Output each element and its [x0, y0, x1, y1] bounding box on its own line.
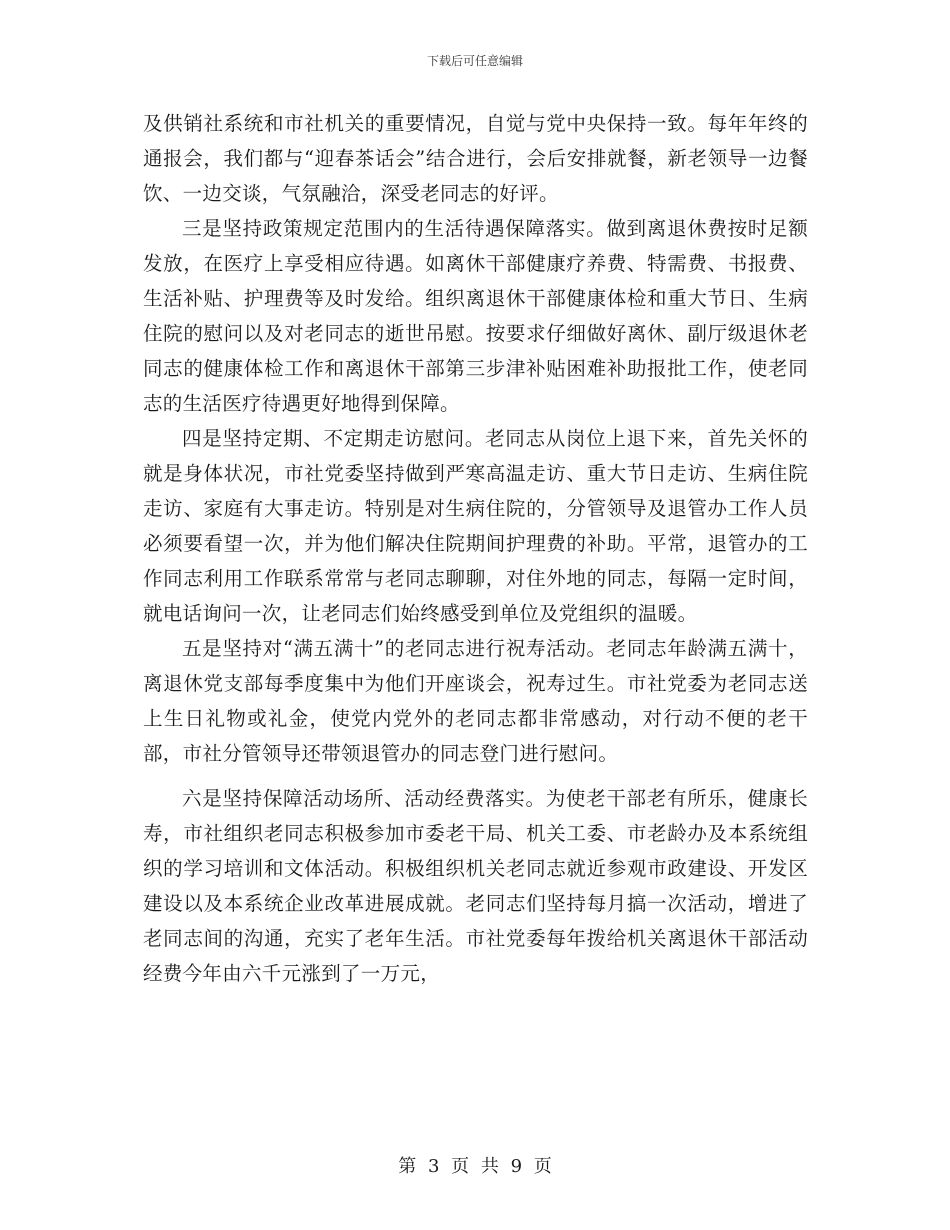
paragraph-living-benefits: 三是坚持政策规定范围内的生活待遇保障落实。做到离退休费按时足额发放，在医疗上享受相应待遇。如离休干部健康疗养费、特需费、书报费、生活补贴、护理费等及时发给。组织离退休干部健康体检和重大节日、生病住院的慰问以及对老同志的逝世吊慰。按要求仔细做好离休、副厅级退休老同志的健康体检工作和离退休干部第三步津补贴困难补助报批工作，使老同志的生活医疗待遇更好地得到保障。: [143, 217, 808, 415]
paragraph-visits: 四是坚持定期、不定期走访慰问。老同志从岗位上退下来，首先关怀的就是身体状况，市社党委坚持做到严寒高温走访、重大节日走访、生病住院走访、家庭有大事走访。特别是对生病住院的，分管领导及退管办工作人员必须要看望一次，并为他们解决住院期间护理费的补助。平常，退管办的工作同志利用工作联系常常与老同志聊聊，对住外地的同志，每隔一定时间，就电话询问一次，让老同志们始终感受到单位及党组织的温暖。: [143, 427, 808, 625]
paragraph-birthday-celebrations: 五是坚持对“满五满十”的老同志进行祝寿活动。老同志年龄满五满十，离退休党支部每季度集中为他们开座谈会，祝寿过生。市社党委为老同志送上生日礼物或礼金，使党内党外的老同志都非常感动，对行动不便的老干部，市社分管领导还带领退管办的同志登门进行慰问。: [143, 637, 808, 765]
page-header: 下载后可任意编辑: [426, 54, 523, 68]
page-number: 第 3 页 共 9 页: [398, 1156, 552, 1177]
paragraph-continuation: 及供销社系统和市社机关的重要情况，自觉与党中央保持一致。每年年终的通报会，我们都与“迎春茶话会”结合进行，会后安排就餐，新老领导一边餐饮、一边交谈，气氛融洽，深受老同志的好评。: [143, 112, 808, 205]
paragraph-activity-funding: 六是坚持保障活动场所、活动经费落实。为使老干部老有所乐，健康长寿，市社组织老同志积极参加市委老干局、机关工委、市老龄办及本系统组织的学习培训和文体活动。积极组织机关老同志就近参观市政建设、开发区建设以及本系统企业改革进展成就。老同志们坚持每月搞一次活动，增进了老同志间的沟通，充实了老年生活。市社党委每年拨给机关离退休干部活动经费今年由六千元涨到了一万元，: [143, 787, 808, 985]
document-body: [143, 106, 808, 991]
